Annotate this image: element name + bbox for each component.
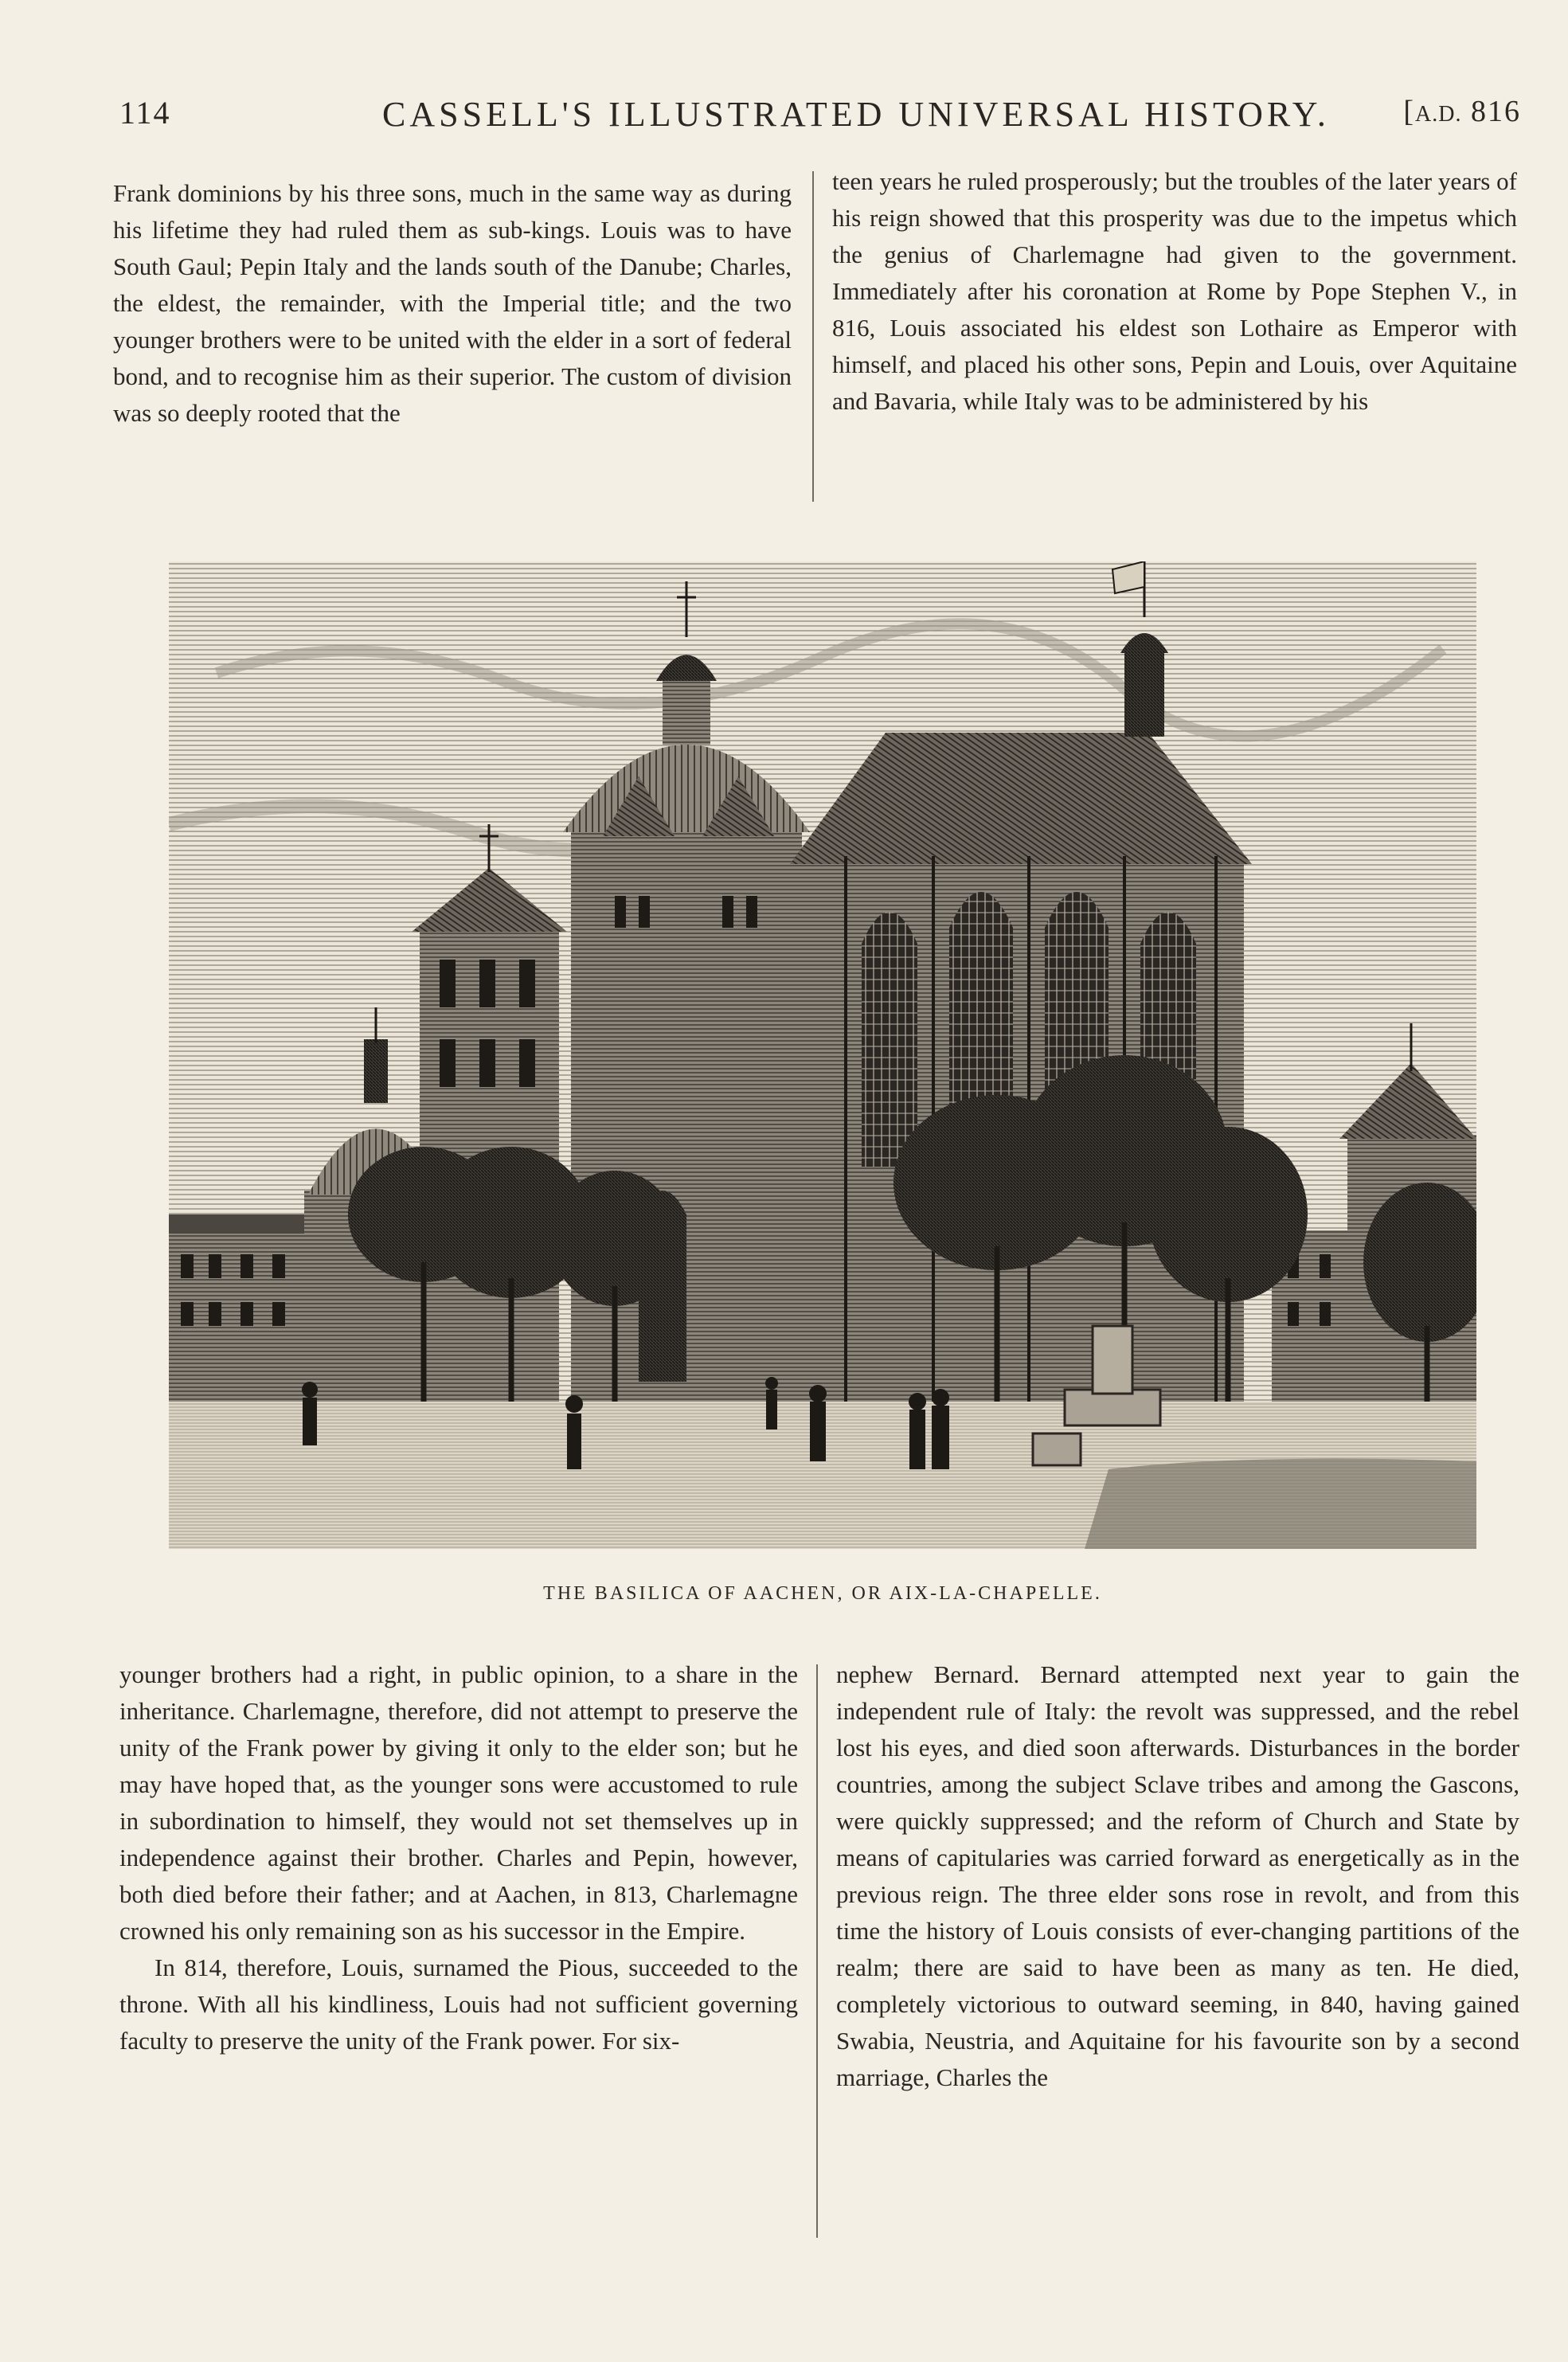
paragraph: In 814, therefore, Louis, surnamed the Pious, succeeded to the throne. With all his kindliness, Louis had not sufficient governing faculty to preserve the unity of the Frank power. For six- — [119, 1953, 798, 2055]
text-column-bottom-right — [836, 1656, 1519, 2096]
basilica-engraving — [169, 561, 1476, 1549]
date-era: A.D. — [1415, 102, 1462, 127]
book-title: CASSELL'S ILLUSTRATED UNIVERSAL HISTORY. — [382, 95, 1330, 134]
header-date — [1403, 94, 1521, 129]
text-column-bottom-left — [119, 1656, 798, 2059]
page-number: 114 — [119, 95, 171, 131]
column-rule-top — [812, 171, 814, 502]
paragraph: nephew Bernard. Bernard attempted next year to gain the independent rule of Italy: the revolt was suppressed, and the rebel lost his eyes, and died soon afterwards. Disturbances in the border countries, among the subject Sclave tribes and among the Gascons, were quickly suppressed; and the reform of Church and State by means of capitularies was carried forward as energetically as in the previous reign. The three elder sons rose in revolt, and from this time the history of Louis consists of ever-changing partitions of the realm; there are said to have been as many as ten. He died, completely victorious to outward seeming, in 840, having gained Swabia, Neustria, and Aquitaine for his favourite son by a second marriage, Charles the — [836, 1660, 1519, 2091]
running-header — [119, 94, 1521, 142]
column-rule-bottom — [816, 1664, 818, 2238]
illustration-caption: THE BASILICA OF AACHEN, OR AIX-LA-CHAPELLE. — [543, 1583, 1102, 1604]
date-bracket: [ — [1403, 95, 1416, 128]
paragraph: Frank dominions by his three sons, much in the same way as during his lifetime they had ruled them as sub-kings. Louis was to have South Gaul; Pepin Italy and the lands south of the Danube; Charles, the eldest, the remainder, with the Imperial title; and the two younger brothers were to be united with the elder in a sort of federal bond, and to recognise him as their superior. The custom of division was so deeply rooted that the — [113, 179, 792, 427]
text-column-top-left — [113, 175, 792, 432]
text-column-top-right — [832, 163, 1517, 420]
paragraph: teen years he ruled prosperously; but the troubles of the later years of his reign showed that this prosperity was due to the impetus which the genius of Charlemagne had given to the government. Immediately after his coronation at Rome by Pope Stephen V., in 816, Louis associated his eldest son Lothaire as Emperor with himself, and placed his other sons, Pepin and Louis, over Aquitaine and Bavaria, while Italy was to be administered by his — [832, 167, 1517, 415]
paragraph: younger brothers had a right, in public opinion, to a share in the inheritance. Charlemagne, therefore, did not attempt to preserve the unity of the Frank power by giving it only to the elder son; but he may have hoped that, as the younger sons were accustomed to rule in subordination to himself, they would not set themselves up in independence against their brother. Charles and Pepin, however, both died before their father; and at Aachen, in 813, Charlemagne crowned his only remaining son as his successor in the Empire. — [119, 1660, 798, 1945]
basilica-illustration — [169, 561, 1476, 1549]
date-year: 816 — [1471, 95, 1521, 128]
